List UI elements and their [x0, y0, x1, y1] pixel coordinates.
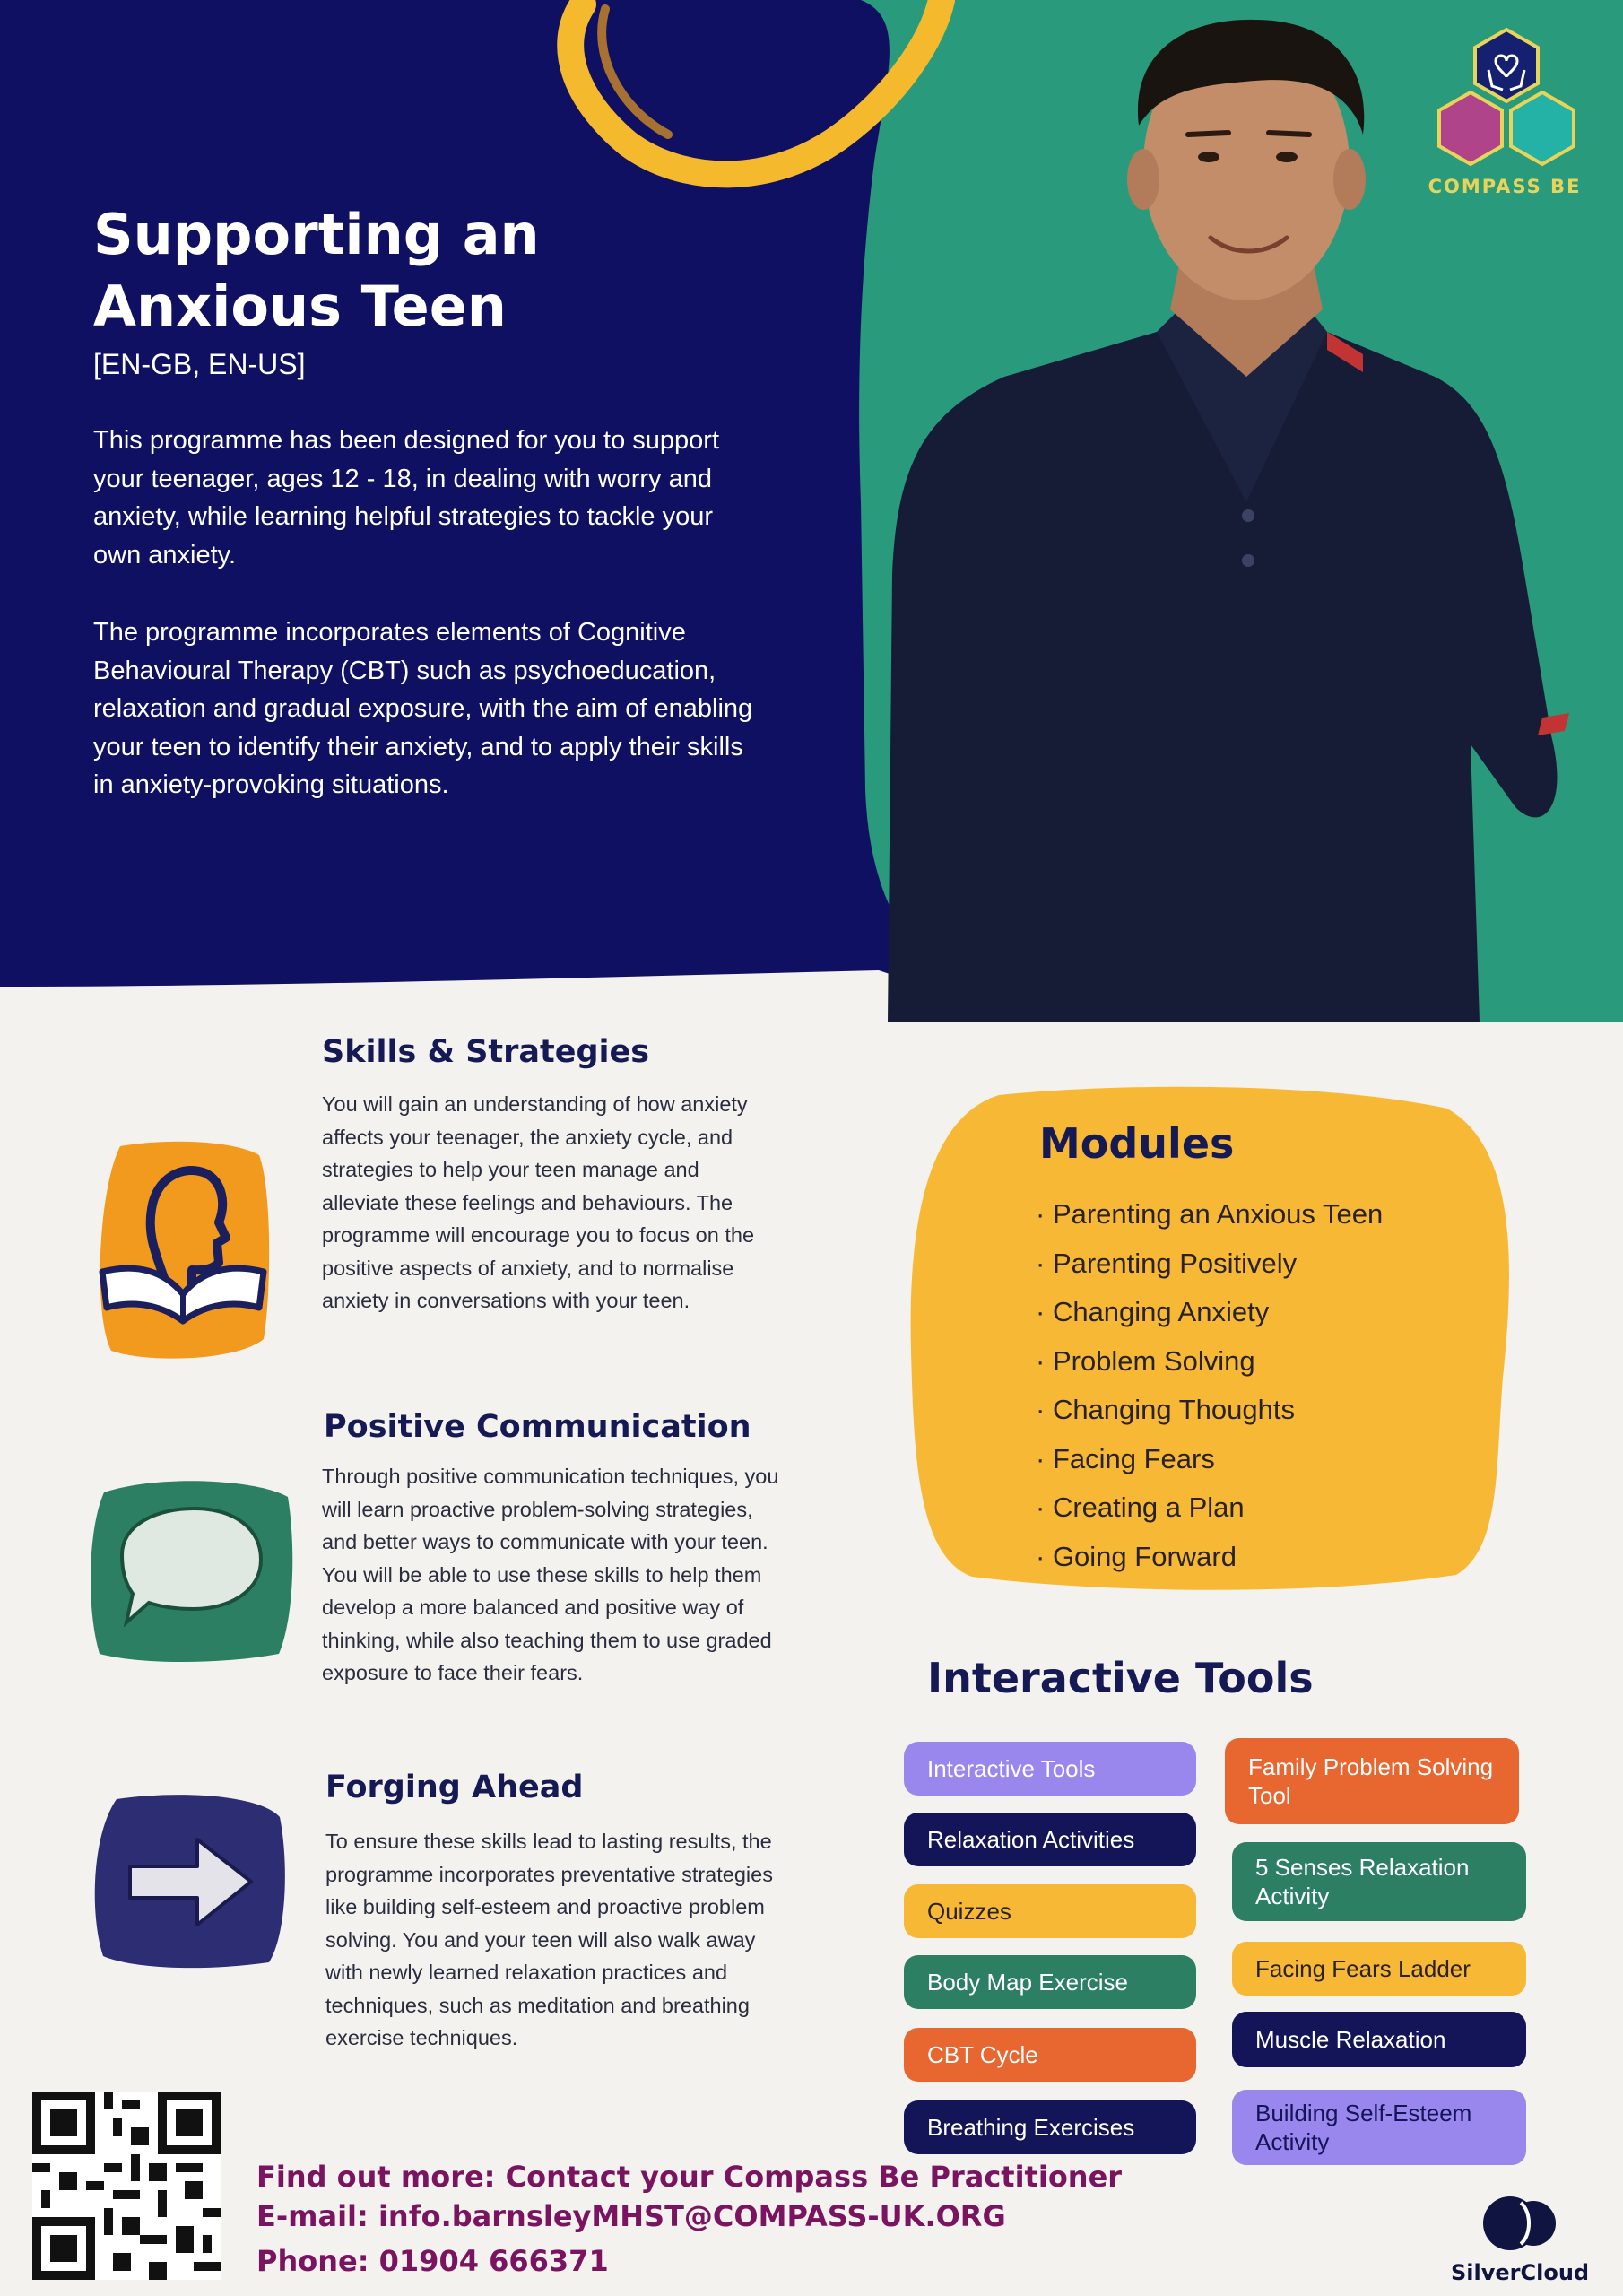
silvercloud-label: SilverCloud [1451, 2260, 1590, 2285]
arrow-right-icon [90, 1790, 289, 1971]
book-head-icon [93, 1137, 273, 1363]
qr-code[interactable] [32, 2092, 221, 2280]
modules-title: Modules [1039, 1119, 1235, 1168]
tool-pill-breathing-exercises: Breathing Exercises [904, 2100, 1196, 2154]
tool-pill-family-problem-solving: Family Problem Solving Tool [1225, 1738, 1519, 1824]
module-item: · Creating a Plan [1036, 1483, 1383, 1533]
module-item: · Going Forward [1036, 1533, 1383, 1582]
module-item: · Parenting an Anxious Teen [1036, 1190, 1383, 1239]
tool-pill-cbt-cycle: CBT Cycle [904, 2028, 1196, 2082]
tool-pill-self-esteem: Building Self-Esteem Activity [1232, 2090, 1526, 2165]
tool-pill-relaxation-activities: Relaxation Activities [904, 1813, 1196, 1866]
tool-pill-quizzes: Quizzes [904, 1884, 1196, 1938]
intro-paragraph-1: This programme has been designed for you to support your teenager, ages 12 - 18, in dealing with worry and anxiety, while learning helpful strategies to tackle your own anxiety. [93, 426, 720, 570]
section-text-skills: You will gain an understanding of how anxiety affects your teenager, the anxiety cycle, and strategies to help your teen manage and alleviate these feelings and behaviours. The programme will encourage you to focus on the positive aspects of anxiety, and to normalise anxiety in conversations with your teen. [322, 1092, 755, 1312]
section-text-communication: Through positive communication techniques, you will learn proactive problem-solving strategies, and better ways to communicate with your teen. You will be able to use these skills to help them develop a more balanced and positive way of thinking, while also teaching them to use graded exposure to face their fears. [322, 1465, 779, 1684]
section-text-forging-ahead: To ensure these skills lead to lasting results, the programme incorporates preventative strategies like building self-esteem and proactive problem solving. You and your teen will also walk away with newly learned relaxation practices and techniques, such as meditation and breathing exercise techniques. [325, 1830, 773, 2049]
tools-title: Interactive Tools [927, 1654, 1314, 1702]
tool-pill-facing-fears-ladder: Facing Fears Ladder [1232, 1942, 1526, 1996]
silvercloud-logo [1476, 2192, 1566, 2255]
contact-phone[interactable]: Phone: 01904 666371 [256, 2244, 609, 2278]
modules-list [1036, 1190, 1383, 1581]
tool-pill-body-map: Body Map Exercise [904, 1955, 1196, 2009]
module-item: · Changing Thoughts [1036, 1386, 1383, 1435]
tool-pill-muscle-relaxation: Muscle Relaxation [1232, 2012, 1526, 2067]
section-title-forging-ahead: Forging Ahead [325, 1770, 584, 1805]
page-title: Supporting an Anxious Teen [93, 202, 540, 339]
section-title-skills: Skills & Strategies [322, 1034, 650, 1070]
contact-line: Find out more: Contact your Compass Be Practitioner [256, 2160, 1123, 2194]
module-item: · Changing Anxiety [1036, 1288, 1383, 1337]
module-item: · Parenting Positively [1036, 1239, 1383, 1289]
speech-bubble-icon [86, 1474, 296, 1665]
contact-email[interactable]: E-mail: info.barnsleyMHST@COMPASS-UK.ORG [256, 2199, 1006, 2233]
language-label: [EN-GB, EN-US] [93, 348, 306, 380]
intro-paragraph-2: The programme incorporates elements of Cognitive Behavioural Therapy (CBT) such as psychoeducation, relaxation and gradual exposure, with the aim of enabling your teen to identify their anxiety, and to apply their skills in anxiety-provoking situations. [93, 618, 753, 799]
logo-text: COMPASS BE [1428, 176, 1582, 197]
section-title-communication: Positive Communication [324, 1409, 751, 1445]
tool-pill-interactive-tools: Interactive Tools [904, 1742, 1196, 1796]
tool-pill-five-senses: 5 Senses Relaxation Activity [1232, 1842, 1526, 1921]
compass-be-logo [1417, 25, 1596, 173]
module-item: · Problem Solving [1036, 1337, 1383, 1387]
module-item: · Facing Fears [1036, 1435, 1383, 1484]
